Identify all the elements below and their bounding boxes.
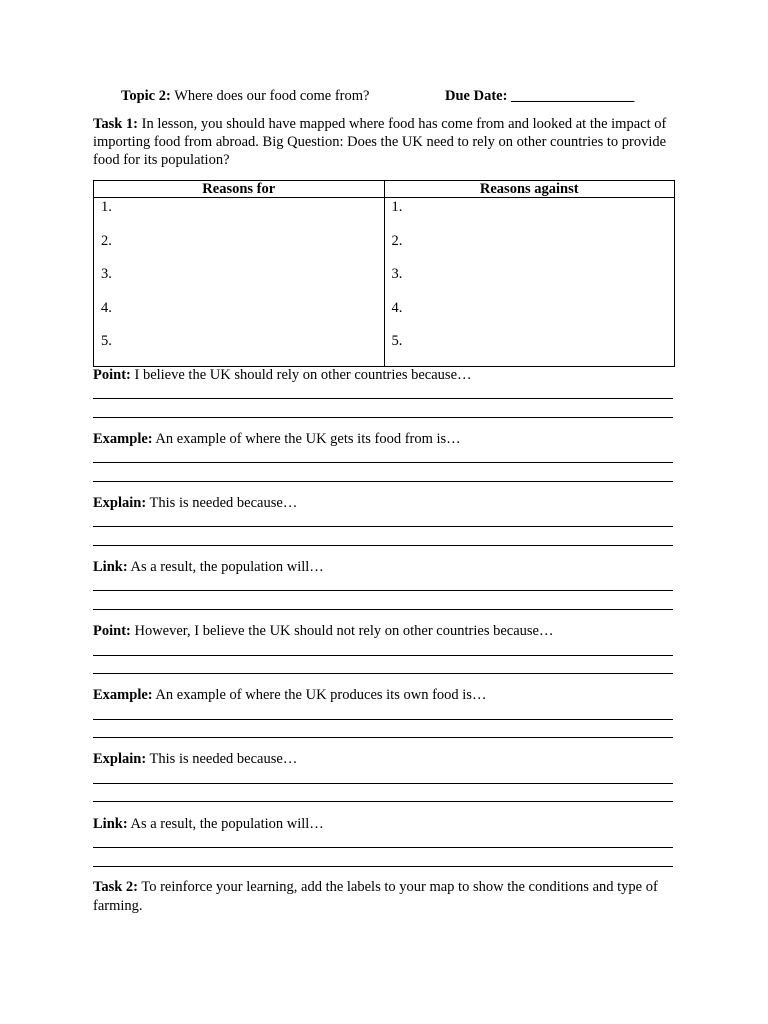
topic-label: Topic 2: [121, 88, 171, 104]
prompt-text: However, I believe the UK should not rely on other countries because… [130, 623, 554, 639]
writing-line[interactable] [93, 847, 673, 848]
peel-prompt [93, 622, 679, 640]
due-date [445, 88, 634, 105]
task-1-instructions [93, 115, 679, 169]
prompt-label: Example: [93, 431, 153, 447]
list-item: 4. [101, 299, 112, 316]
peel-prompt [93, 366, 679, 384]
list-item: 1. [101, 199, 112, 215]
task-2-instructions [93, 878, 679, 916]
writing-line[interactable] [93, 526, 673, 527]
prompt-text: As a result, the population will… [127, 816, 324, 832]
writing-line[interactable] [93, 719, 673, 720]
writing-line[interactable] [93, 866, 673, 867]
writing-line[interactable] [93, 609, 673, 610]
peel-prompt [93, 430, 679, 448]
writing-line[interactable] [93, 398, 673, 399]
task-1-text: In lesson, you should have mapped where food has come from and looked at the impact of importing food from abroad. Big Question: Does the UK need to rely on other countries to provide food for its population? [93, 116, 667, 168]
topic-text: Where does our food come from? [170, 88, 370, 104]
writing-line[interactable] [93, 673, 673, 674]
reasons-for-list [94, 198, 384, 366]
due-date-blank: _________________ [507, 88, 635, 104]
task-2-label: Task 2: [93, 879, 139, 895]
topic-heading [121, 88, 369, 105]
reasons-against-header: Reasons against [384, 181, 675, 198]
prompt-label: Link: [93, 559, 128, 575]
peel-prompt [93, 815, 679, 833]
list-item: 5. [101, 333, 112, 349]
prompt-label: Point: [93, 367, 131, 383]
writing-line[interactable] [93, 545, 673, 546]
peel-prompt [93, 750, 679, 768]
prompt-label: Link: [93, 816, 128, 832]
writing-line[interactable] [93, 783, 673, 784]
prompt-text: An example of where the UK produces its own food is… [152, 687, 487, 703]
prompt-text: This is needed because… [146, 495, 298, 511]
list-item: 4. [391, 299, 403, 316]
due-date-label: Due Date: [445, 88, 508, 104]
list-item: 5. [391, 333, 403, 349]
writing-line[interactable] [93, 801, 673, 802]
prompt-text: As a result, the population will… [127, 559, 324, 575]
writing-line[interactable] [93, 481, 673, 482]
reasons-table [93, 180, 675, 367]
prompt-label: Example: [93, 687, 153, 703]
prompt-text: I believe the UK should rely on other countries because… [130, 367, 472, 383]
peel-prompt [93, 686, 679, 704]
writing-line[interactable] [93, 462, 673, 463]
reasons-against-cell[interactable] [384, 198, 675, 367]
reasons-for-header: Reasons for [94, 181, 385, 198]
writing-line[interactable] [93, 737, 673, 738]
peel-prompt [93, 494, 679, 512]
list-item: 3. [101, 266, 112, 282]
worksheet-header [121, 88, 681, 108]
list-item: 1. [391, 199, 403, 215]
peel-prompt [93, 558, 679, 576]
prompt-label: Explain: [93, 751, 147, 767]
list-item: 2. [101, 232, 112, 249]
prompt-label: Point: [93, 623, 131, 639]
prompt-text: An example of where the UK gets its food from is… [152, 431, 461, 447]
list-item: 3. [391, 266, 403, 282]
prompt-text: This is needed because… [146, 751, 298, 767]
prompt-label: Explain: [93, 495, 147, 511]
writing-line[interactable] [93, 590, 673, 591]
writing-line[interactable] [93, 417, 673, 418]
list-item: 2. [391, 232, 403, 249]
task-2-text: To reinforce your learning, add the labels to your map to show the conditions and type of farming. [93, 879, 658, 914]
writing-line[interactable] [93, 655, 673, 656]
reasons-for-cell[interactable] [94, 198, 385, 367]
reasons-against-list [385, 198, 675, 366]
task-1-label: Task 1: [93, 116, 139, 132]
